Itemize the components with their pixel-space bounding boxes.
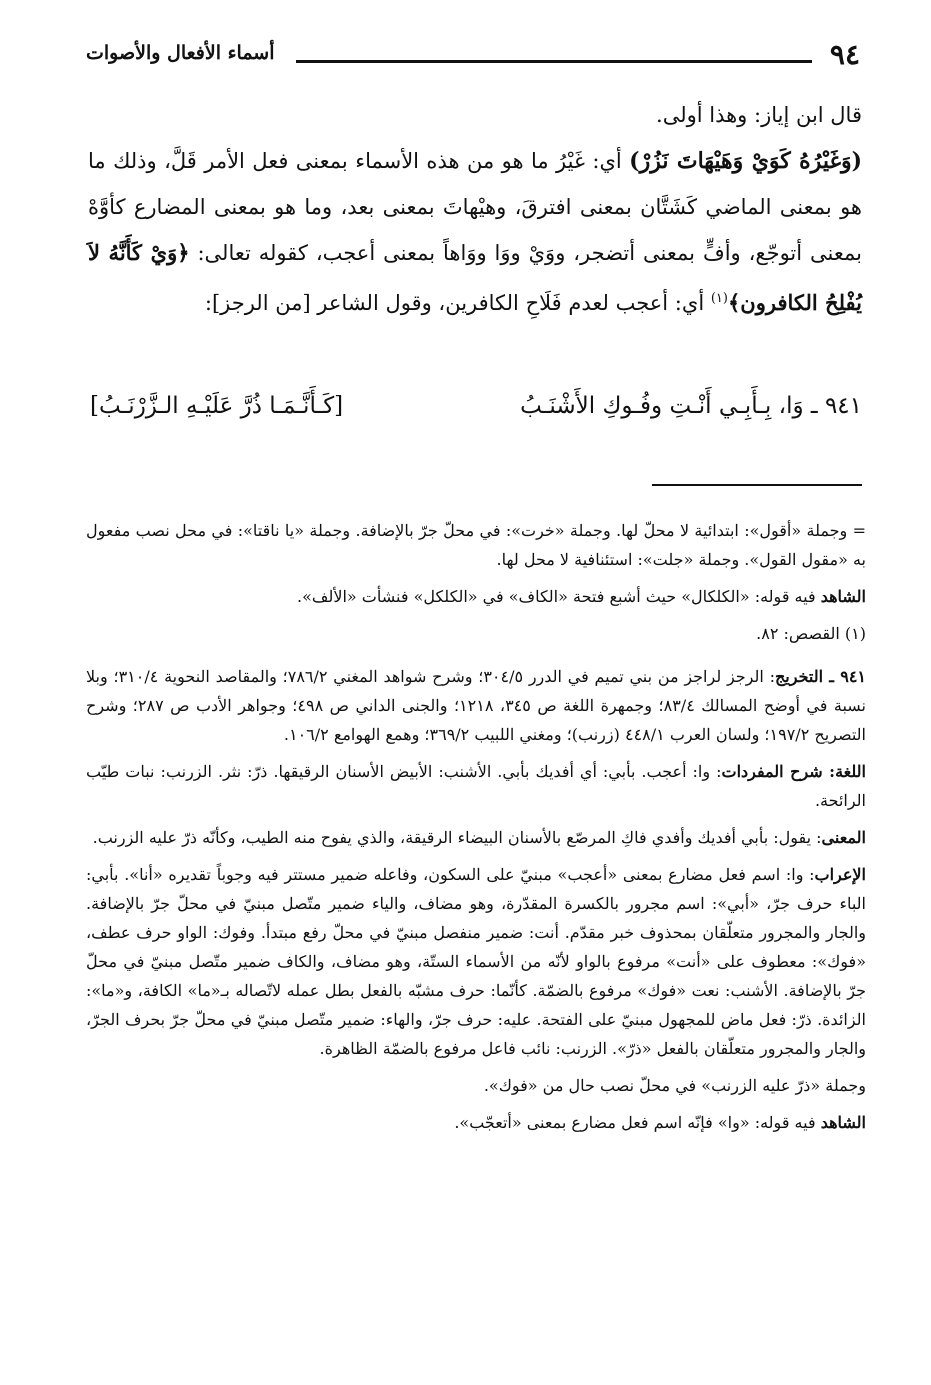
irab-text: : وا: اسم فعل مضارع بمعنى «أعجب» مبنيّ على السكون، وفاعله ضمير مستتر فيه وجوباً تقديره «أنا». بأبي: الباء حرف جرّ، «أبي»: اسم مجرور بالكسرة المقدّرة، وهو مضاف، والياء ضمير متّصل مبنيّ في محلّ جرّ بالإضافة. والجار والمجرور متعلّقان بمحذوف خبر مقدّم. أنت: ضمير منفصل مبنيّ في محلّ رفع مبتدأ. وفوك: الواو حرف عطف، «فوك»: معطوف على «أنت» مرفوع بالواو لأنّه من الأسماء الستّة، وهو مضاف، والكاف ضمير متّصل مبنيّ في محلّ جرّ بالإضافة. الأشنب: نعت «فوك» مرفوع بالضمّة. كأنّما: حرف مشبّه بالفعل بطل عمله لاتّصاله بـ«ما» الكافة، و«ما»: الزائدة. ذرّ: فعل ماض للمجهول مبنيّ على الفتحة. عليه: حرف جرّ، والهاء: ضمير متّصل مبنيّ في محلّ جرّ بحرف الجرّ، والجار والمجرور متعلّقان بالفعل «ذرّ». الزرنب: نائب فاعل مرفوع بالضمّة الظاهرة. [86,865,866,1058]
footnote-lugha [86,757,866,815]
footnote-ref: (١) [710,291,728,306]
maana-text: : يقول: بأبي أفديك وأفدي فاكِ المرصّع بالأسنان البيضاء الرقيقة، والذي يفوح منه الطيب، وكأنّه ذرّ عليه الزرنب. [92,828,822,847]
footnote-separator [652,484,862,486]
footnote-continued: = وجملة «أقول»: ابتدائية لا محلّ لها. وجملة «خرت»: في محلّ جرّ بالإضافة. وجملة «يا ناقتا»: في محل نصب مفعول به «مقول القول». وجملة «جلت»: استئنافية لا محل لها. [86,521,866,569]
footnote-shahid-1 [86,582,866,611]
lugha-label: اللغة: شرح المفردات [721,762,866,781]
shahid-label: الشاهد [820,1113,866,1132]
page-number: ٩٤ [829,38,860,71]
footnote-irab [86,860,866,1063]
verse-first-hemistich: ٩٤١ ـ وَا، بِـأَبِـي أَنْـتِ وفُـوكِ الأَشْنَـبُ [520,393,862,419]
footnote-shahid-2 [86,1108,866,1137]
paragraph-body: أي: غَيْرُ ما هو من هذه الأسماء بمعنى فعل الأمر قَلَّ، وذلك ما هو بمعنى الماضي كَشَتَّان بمعنى افترقَ، وهيْهاتَ بمعنى بعد، وما هو بمعنى المضارع كأوَّهْ بمعنى أتوجّع، وأفٍّ بمعنى أتضجر، ووَيْ ووَا ووَاهاً بمعنى أعجب، كقوله تعالى: [88,149,862,265]
shahid-text: فيه قوله: «وا» فإنّه اسم فعل مضارع بمعنى «أتعجّب». [454,1113,821,1132]
running-title: أسماء الأفعال والأصوات [86,42,275,64]
maana-label: المعنى [821,828,866,847]
footnote-note-1: (١) القصص: ٨٢. [756,624,866,643]
shahid-text: فيه قوله: «الكلكال» حيث أشبع فتحة «الكاف» في «الكلكل» فنشأت «الألف». [297,587,821,606]
takhrij-label: ٩٤١ ـ التخريج [774,667,867,686]
quran-quote: ﴿وَيْ كَأَنَّهُ لاَ يُفْلِحُ الكافرون﴾ [88,240,862,315]
main-line-1: قال ابن إياز: وهذا أولى. [656,103,862,127]
footnotes [86,516,866,1145]
lugha-text: : وا: أعجب. بأبي: أي أفديك بأبي. الأشنب: الأبيض الأسنان الرقيقها. ذرّ: نثر. الزرنب: نبات طيّب الرائحة. [86,762,866,810]
poem-quote: (وَغَيْرُهُ كَوَيْ وَهَيْهَاتَ نَزُرْ) [629,148,863,174]
irab-label: الإعراب [814,865,866,884]
footnote-maana [86,823,866,852]
footnote-takhrij [86,662,866,749]
main-text [88,92,862,326]
paragraph-tail: أي: أعجب لعدم فَلَاحِ الكافرين، وقول الشاعر [من الرجز]: [204,291,711,315]
verse-line [90,393,862,443]
running-header [86,38,860,78]
takhrij-text: : الرجز لراجز من بني تميم في الدرر ٣٠٤/٥؛ وشرح شواهد المغني ٧٨٦/٢؛ والمقاصد النحوية ٣١٠/٤؛ وبلا نسبة في أوضح المسالك ٨٣/٤؛ وجمهرة اللغة ص ٣٤٥، ١٢١٨؛ والجنى الداني ص ٤٩٨؛ وجواهر الأدب ص ٢٨٧؛ وشرح التصريح ١٩٧/٢؛ ولسان العرب ٤٤٨/١ (زرنب)؛ ومغني اللبيب ٣٦٩/٢؛ وهمع الهوامع ١٠٦/٢. [86,667,867,744]
main-paragraph [88,138,862,326]
shahid-label: الشاهد [820,587,866,606]
verse-second-hemistich: [كَـأَنَّـمَـا ذُرَّ عَلَيْـهِ الـزَّرْنَـبُ] [90,393,344,419]
footnote-jumla: وجملة «ذرّ عليه الزرنب» في محلّ نصب حال من «فوك». [483,1076,866,1095]
header-rule [296,60,812,63]
